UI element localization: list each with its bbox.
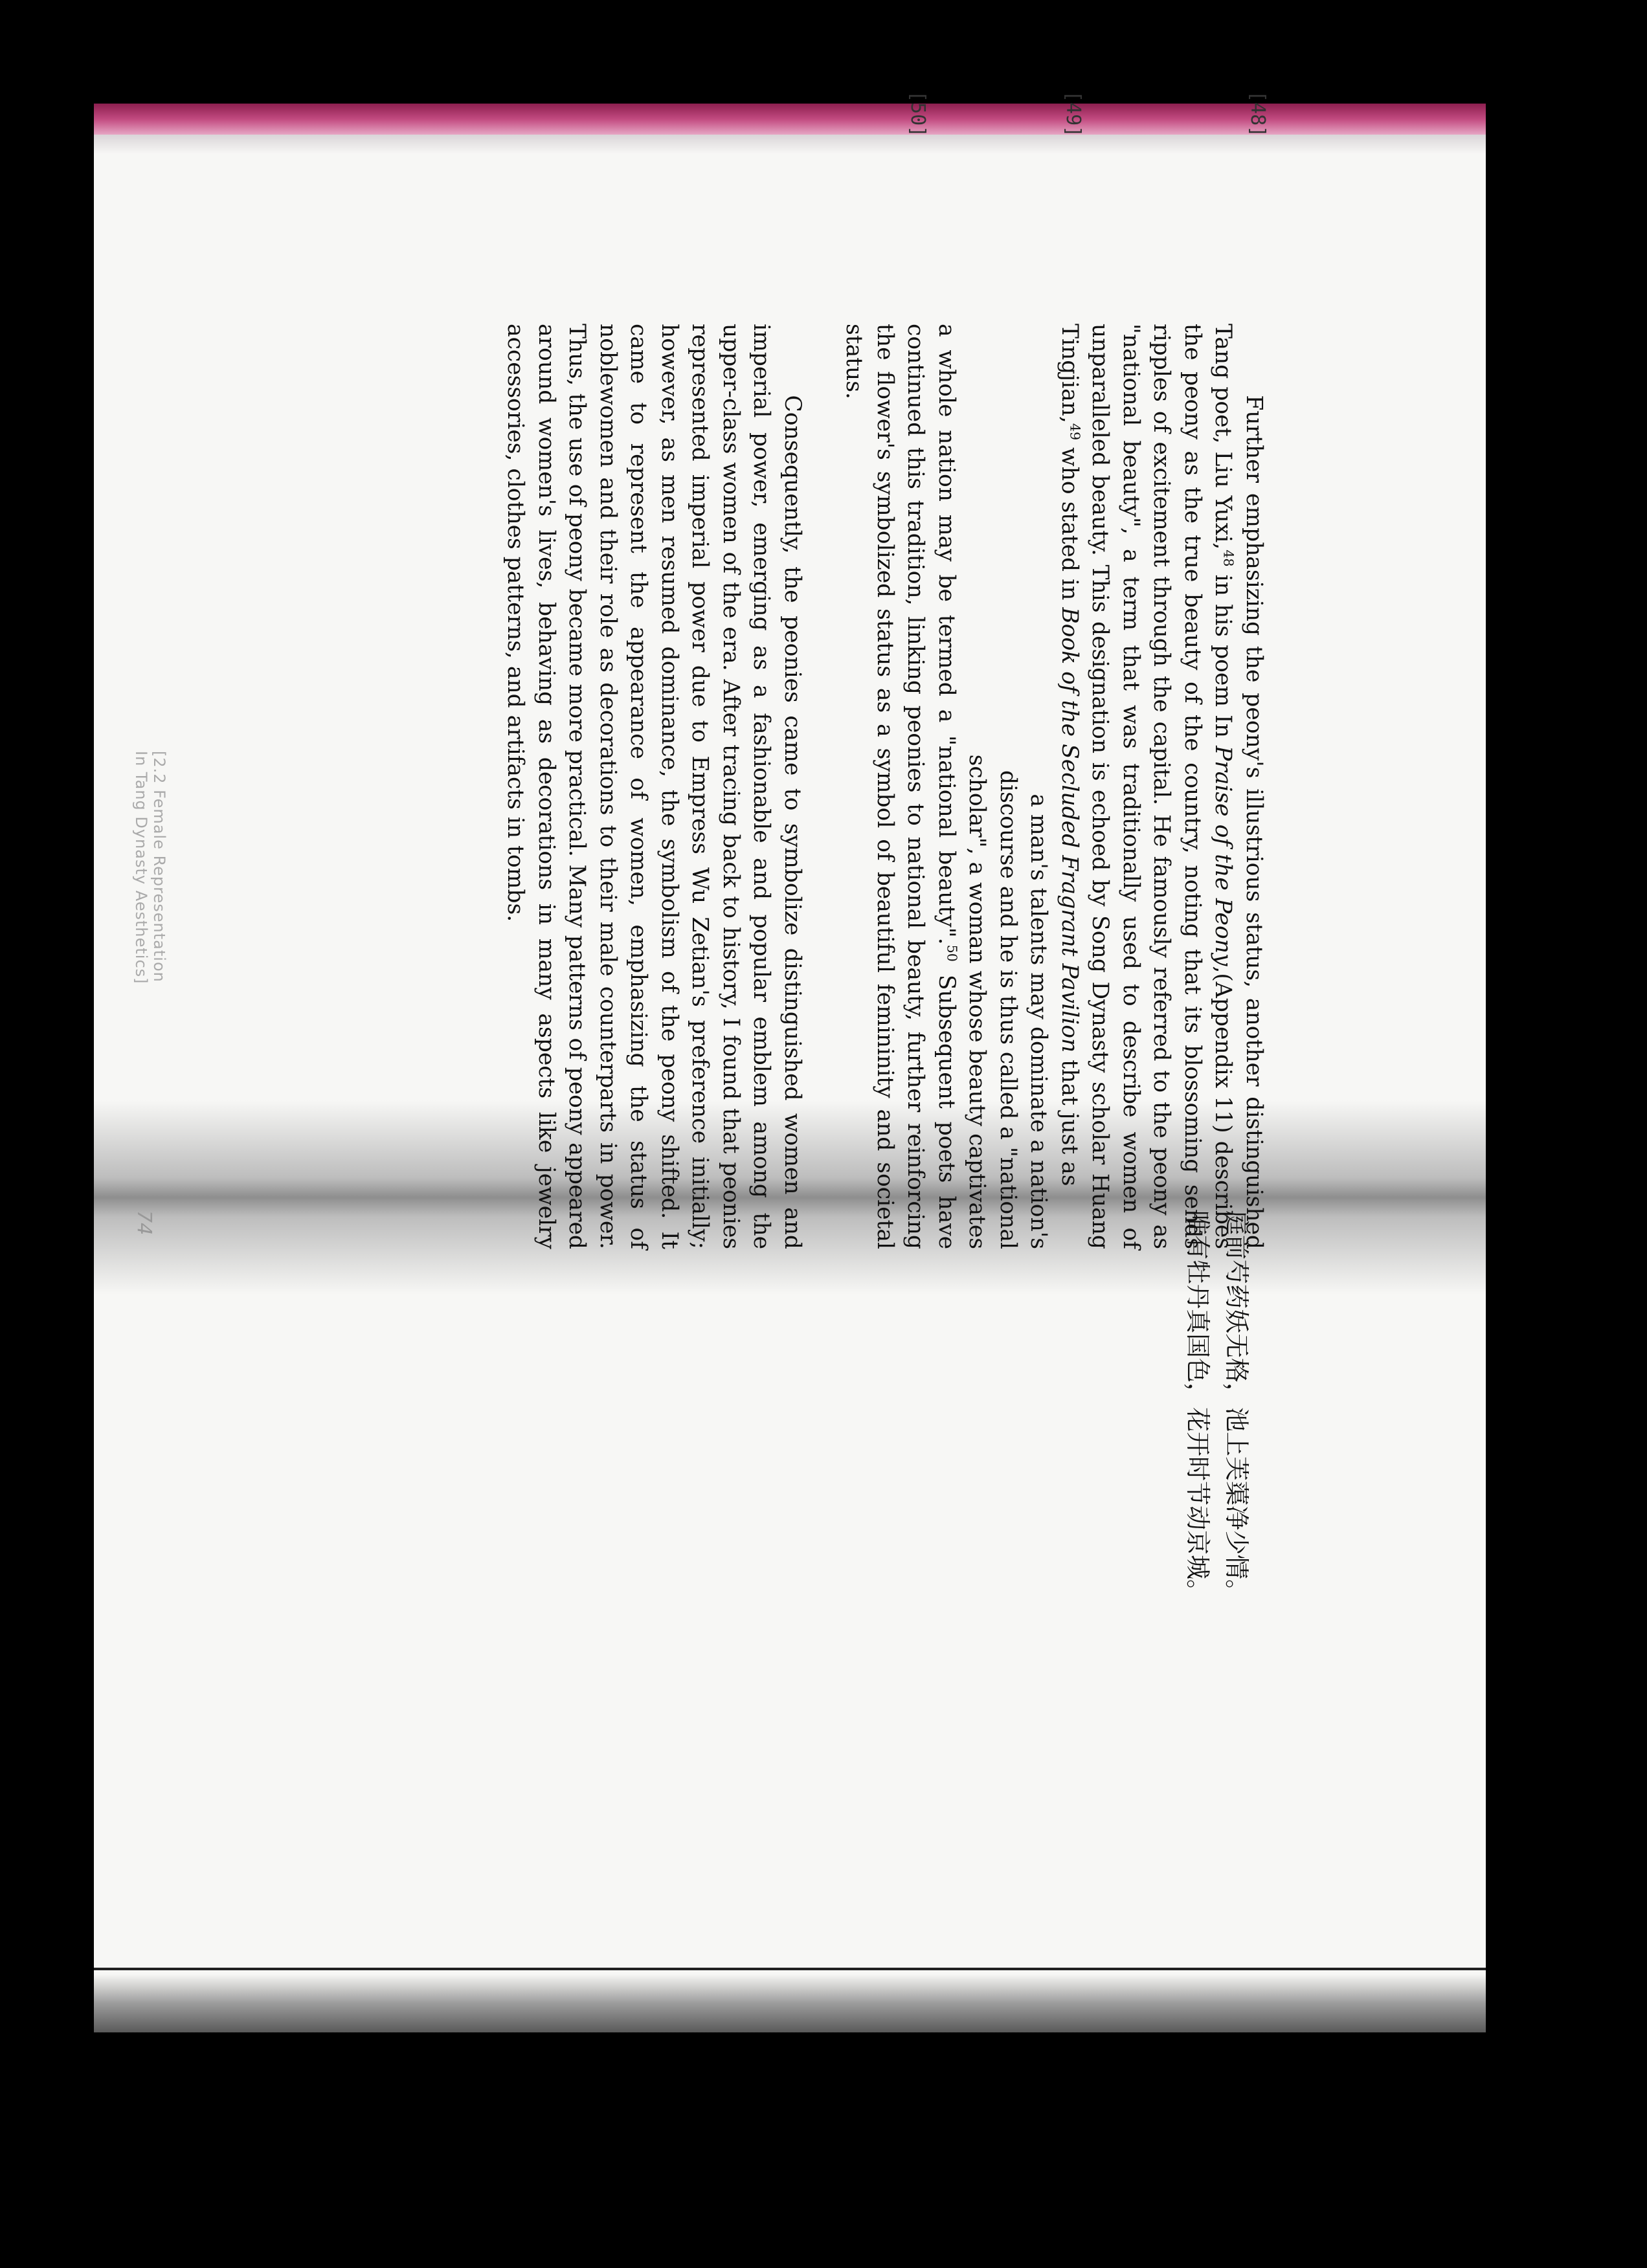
left-page	[91, 1210, 1269, 2129]
chinese-poem	[1178, 1210, 1256, 1604]
note-marker-49: [49]	[1062, 91, 1084, 138]
note-marker-48: [48]	[1246, 91, 1269, 138]
quote-line: discourse and he is thus called a "national	[995, 770, 1021, 1249]
footnote-ref-49: 49	[1067, 423, 1083, 441]
running-footer: [2.2 Female Representation In Tang Dynasty Aesthetics]	[132, 751, 168, 984]
note-marker-50: [50]	[906, 91, 929, 138]
quote-line: scholar", a woman whose beauty captivates	[964, 754, 991, 1249]
paragraph-peony-national-beauty: Further emphasizing the peony's illustrious status, another distinguished Tang poet, Liu Yuxi,$^{48}$ in his poem In Praise of the Peony,(Appendix 11) describes the peony as the true beauty of the country, noting that its blossoming sends ripples of excitement through the capital. He famously referred to the peony as "national beauty", a term that was traditionally used to describe women of unparalleled beauty. This designation is echoed by Song Dynasty scholar Huang Tingjian,$^{49}$ who stated in Book of the Secluded Fragrant Pavilion that just as	[1057, 324, 1267, 1249]
poem-title: Praise of the Peony	[1210, 746, 1237, 966]
body-text	[469, 324, 1269, 1249]
book-title: Book of the Secluded Fragrant Pavilion	[1057, 607, 1082, 1053]
poem-line: 唯有牡丹真国色，花开时节动京城。	[1183, 1210, 1212, 1605]
poem-line: 庭前芍药妖无格，池上芙蕖净少情。	[1222, 1210, 1251, 1605]
page-number: 74	[133, 1210, 155, 1236]
footnote-ref-48: 48	[1221, 550, 1237, 567]
footnote-ref-50: 50	[944, 944, 960, 962]
block-quote	[961, 324, 1054, 1249]
paragraph-peony-symbolism: Consequently, the peonies came to symbolize distinguished women and imperial power, emerging as a fashionable and popular emblem among the upper-class women of the era. After tracing back to history, I found that peonies represented imperial power due to Empress Wu Zetian's preference initially; however, as men resumed dominance, the symbolism of the peony shifted. It came to represent the appearance of women, emphasizing the status of noblewomen and their role as decorations to their male counterparts in power. Thus, the use of peony became more practical. Many patterns of peony appeared around women's lives, behaving as decorations in many aspects like jewelry accessories, clothes patterns, and artifacts in tombs.	[502, 324, 805, 1249]
margin-notes	[91, 78, 1269, 272]
paragraph-continuation: a whole nation may be termed a "national beauty".$^{50}$ Subsequent poets have continued this tradition, linking peonies to national beauty, further reinforcing the flower's symbolized status as a symbol of beautiful femininity and societal status.	[841, 324, 960, 1249]
quote-line: a man's talents may dominate a nation's	[1025, 794, 1052, 1249]
